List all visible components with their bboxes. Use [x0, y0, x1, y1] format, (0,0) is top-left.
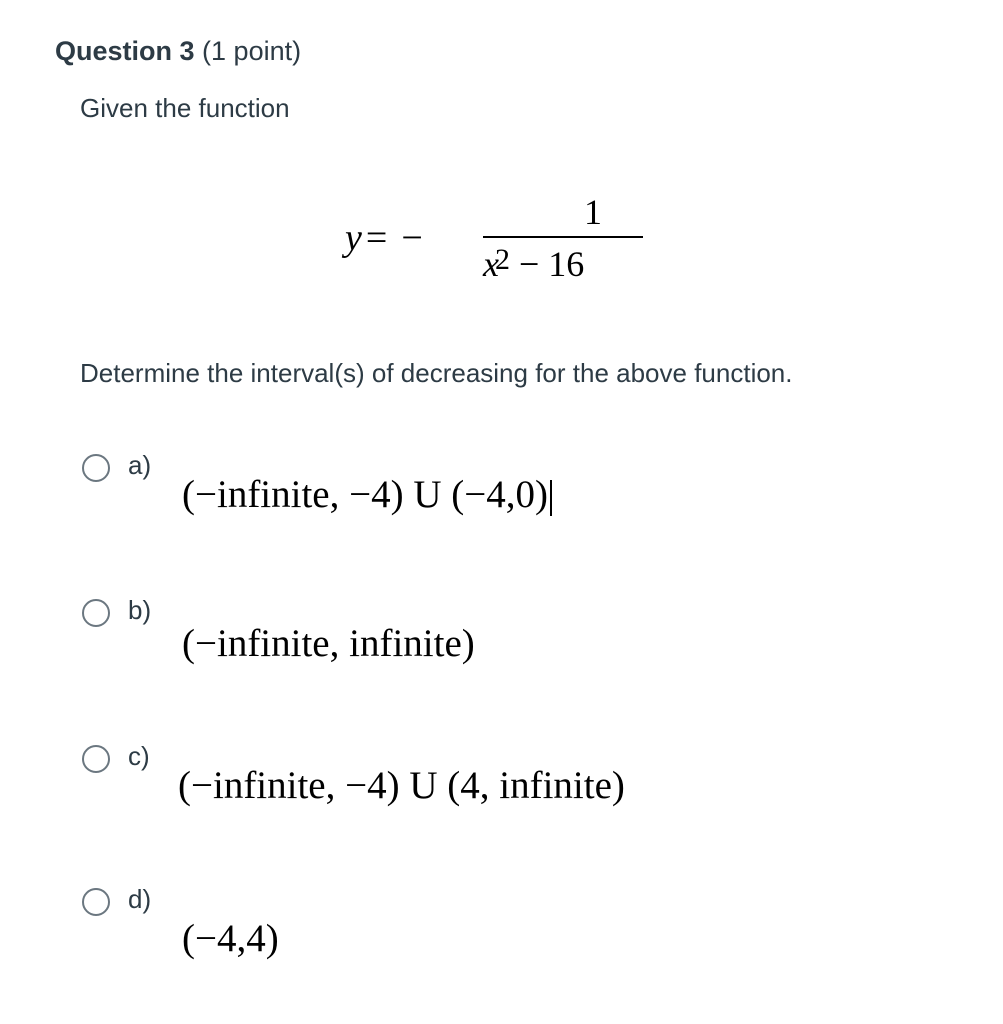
question-points: (1 point): [202, 36, 302, 66]
equation-fraction: [483, 192, 643, 284]
option-c-radio[interactable]: [82, 745, 110, 773]
question-intro: Given the function: [80, 93, 290, 123]
denominator-var: x: [483, 244, 499, 284]
fraction-bar: [483, 236, 643, 238]
question-title: [55, 36, 301, 67]
option-c-letter: c): [128, 741, 150, 771]
fraction-numerator: 1: [584, 192, 602, 232]
denominator-rest: − 16: [518, 244, 585, 284]
fraction-denominator: [483, 244, 643, 284]
option-a-letter: a): [128, 450, 152, 480]
option-d-answer: (−4,4): [182, 917, 279, 960]
question-prompt: Determine the interval(s) of decreasing for the above function.: [80, 358, 793, 388]
option-a-radio[interactable]: [82, 454, 110, 482]
option-b-radio[interactable]: [82, 599, 110, 627]
option-a-answer: (−infinite, −4) U (−4,0): [182, 472, 552, 517]
option-d-radio[interactable]: [82, 888, 110, 916]
option-b-answer: (−infinite, infinite): [182, 622, 475, 665]
question-number: Question 3: [55, 36, 195, 66]
equation-minus: −: [401, 217, 423, 259]
equation-y: y: [345, 217, 362, 259]
equation-lhs: [345, 216, 423, 260]
denominator-exponent: 2: [494, 243, 510, 276]
option-b-letter: b): [128, 595, 152, 625]
text-cursor: [550, 480, 552, 516]
option-d-letter: d): [128, 884, 152, 914]
option-c-answer: (−infinite, −4) U (4, infinite): [178, 764, 625, 807]
equation-equals: =: [365, 217, 388, 259]
